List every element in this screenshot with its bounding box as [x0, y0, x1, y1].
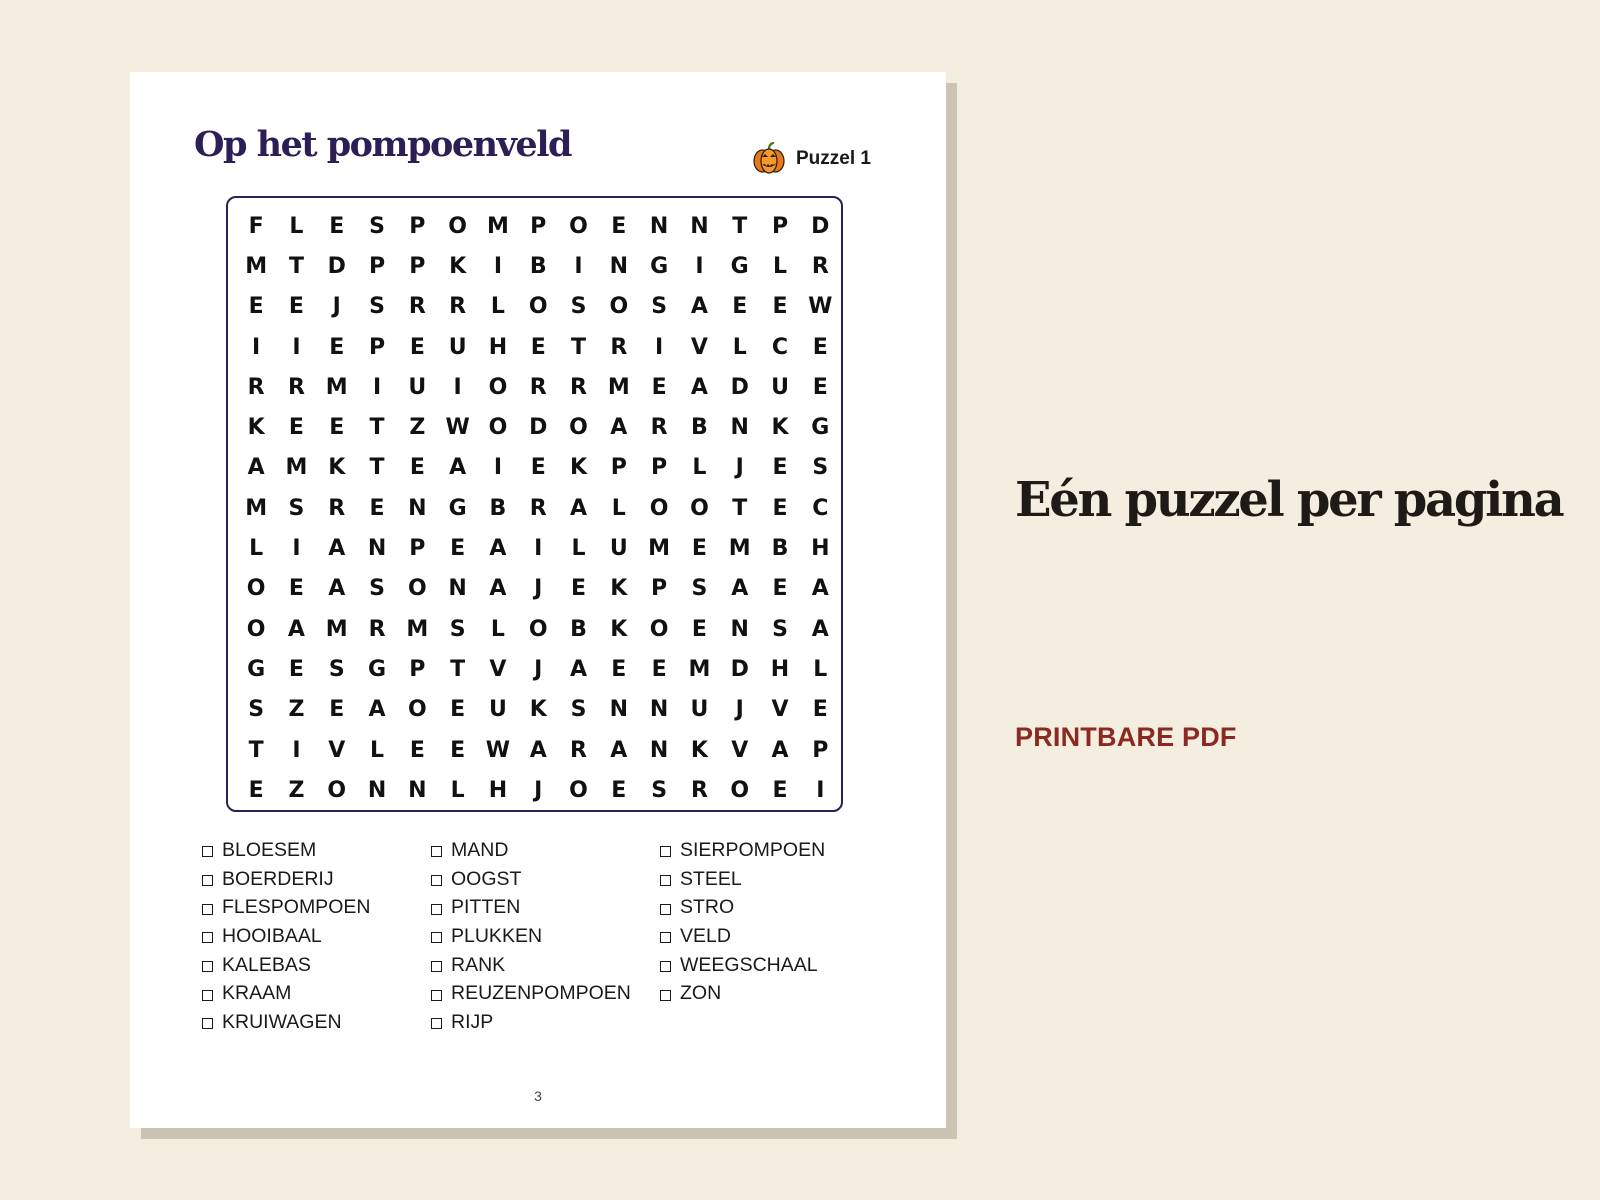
grid-letter: O: [246, 616, 266, 642]
grid-letter: A: [489, 536, 507, 562]
grid-letter: T: [571, 334, 587, 360]
grid-letter: E: [329, 415, 345, 441]
grid-letter: O: [246, 576, 266, 602]
grid-letter: E: [812, 697, 828, 723]
word-column: [431, 836, 660, 1037]
grid-letter: O: [569, 213, 588, 239]
grid-letter: E: [450, 536, 466, 562]
grid-letter: E: [772, 294, 788, 320]
grid-letter: B: [489, 495, 507, 521]
grid-letter: Z: [288, 777, 305, 803]
word-item: [660, 865, 889, 894]
word-label: KRUIWAGEN: [222, 1010, 342, 1033]
word-label: STRO: [680, 896, 735, 919]
grid-letter: E: [530, 455, 546, 481]
word-item: [431, 979, 660, 1008]
puzzle-page: [130, 72, 946, 1128]
grid-letter: H: [770, 656, 790, 682]
grid-letter: E: [248, 294, 264, 320]
grid-letter: I: [816, 777, 825, 803]
grid-letter: O: [649, 495, 669, 521]
checkbox-icon[interactable]: [431, 932, 442, 943]
grid-letter: G: [247, 656, 266, 682]
grid-letter: I: [493, 455, 503, 481]
word-item: [202, 951, 431, 980]
grid-letter: A: [529, 737, 547, 763]
grid-letter: J: [735, 455, 744, 481]
pumpkin-icon: [752, 142, 786, 176]
grid-letter: M: [325, 374, 348, 400]
grid-letter: V: [731, 737, 749, 763]
grid-letter: G: [650, 253, 669, 279]
checkbox-icon[interactable]: [202, 875, 213, 886]
word-label: STEEL: [680, 867, 742, 890]
grid-letter: S: [449, 616, 466, 642]
grid-letter: K: [449, 253, 467, 279]
grid-letter: S: [328, 656, 345, 682]
word-item: [202, 1008, 431, 1037]
grid-letter: E: [651, 656, 667, 682]
grid-letter: S: [812, 455, 829, 481]
grid-letter: G: [811, 415, 830, 441]
grid-letter: E: [772, 495, 788, 521]
grid-letter: O: [528, 294, 548, 320]
grid-letter: B: [691, 415, 708, 441]
grid-letter: N: [609, 253, 629, 279]
grid-letter: E: [651, 374, 667, 400]
grid-letter: A: [690, 374, 708, 400]
grid-letter: E: [530, 334, 546, 360]
grid-letter: A: [811, 576, 829, 602]
grid-letter: L: [289, 213, 304, 239]
grid-letter: E: [812, 374, 828, 400]
grid-letter: K: [610, 616, 628, 642]
grid-letter: N: [730, 616, 749, 642]
grid-letter: O: [730, 777, 750, 803]
grid-letter: P: [651, 576, 668, 602]
grid-letter: I: [252, 334, 261, 360]
grid-letter: P: [771, 213, 789, 239]
grid-letter: E: [450, 737, 466, 763]
grid-letter: N: [367, 536, 387, 562]
grid-letter: P: [368, 334, 386, 360]
grid-letter: I: [292, 536, 301, 562]
checkbox-icon[interactable]: [431, 846, 442, 857]
grid-letter: M: [607, 374, 630, 400]
grid-letter: L: [772, 253, 788, 279]
grid-letter: O: [649, 616, 669, 642]
word-item: [660, 979, 889, 1008]
grid-letter: B: [570, 616, 587, 642]
grid-letter: I: [695, 253, 704, 279]
grid-letter: R: [690, 777, 708, 803]
grid-letter: T: [288, 253, 304, 279]
grid-letter: D: [730, 374, 749, 400]
grid-letter: P: [812, 737, 829, 763]
grid-letter: I: [292, 737, 301, 763]
grid-letter: N: [367, 777, 387, 803]
grid-letter: N: [609, 697, 629, 723]
grid-letter: E: [772, 777, 788, 803]
grid-letter: S: [651, 777, 668, 803]
grid-letter: A: [449, 455, 467, 481]
grid-letter: C: [812, 495, 829, 521]
grid-letter: R: [408, 294, 426, 320]
grid-letter: K: [328, 455, 346, 481]
grid-letter: I: [292, 334, 301, 360]
grid-letter: E: [248, 777, 264, 803]
checkbox-icon[interactable]: [202, 990, 213, 1001]
grid-letter: J: [534, 777, 543, 803]
grid-letter: E: [772, 455, 788, 481]
grid-letter: S: [772, 616, 788, 642]
grid-letter: A: [570, 495, 588, 521]
grid-letter: K: [771, 415, 789, 441]
grid-letter: A: [731, 576, 749, 602]
grid-letter: V: [690, 334, 708, 360]
word-item: [202, 865, 431, 894]
grid-letter: R: [287, 374, 305, 400]
grid-letter: E: [450, 697, 466, 723]
grid-letter: T: [248, 737, 264, 763]
word-item: [202, 893, 431, 922]
grid-letter: R: [529, 495, 547, 521]
grid-letter: T: [369, 415, 385, 441]
grid-letter: E: [611, 213, 627, 239]
grid-letter: E: [329, 213, 345, 239]
word-item: [431, 922, 660, 951]
grid-letter: M: [285, 455, 308, 481]
grid-letter: D: [327, 253, 346, 279]
grid-letter: H: [811, 536, 830, 562]
grid-letter: J: [735, 697, 744, 723]
grid-letter: R: [247, 374, 265, 400]
grid-letter: O: [407, 697, 427, 723]
word-label: RANK: [451, 953, 506, 976]
grid-letter: N: [649, 737, 669, 763]
word-item: [431, 865, 660, 894]
grid-letter: E: [288, 576, 304, 602]
word-column: [660, 836, 889, 1037]
grid-letter: L: [813, 656, 828, 682]
grid-letter: M: [245, 253, 268, 279]
grid-letter: L: [249, 536, 264, 562]
grid-letter: T: [732, 495, 748, 521]
word-label: OOGST: [451, 867, 522, 890]
grid-letter: U: [488, 697, 507, 723]
grid-letter: P: [409, 656, 426, 682]
grid-letter: N: [649, 697, 669, 723]
grid-letter: V: [771, 697, 789, 723]
grid-letter: Z: [288, 697, 305, 723]
puzzle-badge: [752, 142, 871, 176]
grid-letter: N: [649, 213, 669, 239]
grid-letter: M: [325, 616, 348, 642]
grid-letter: C: [771, 334, 789, 360]
grid-letter: U: [690, 697, 709, 723]
word-item: [202, 979, 431, 1008]
grid-letter: E: [691, 616, 707, 642]
grid-letter: W: [445, 415, 470, 441]
grid-letter: O: [448, 213, 467, 239]
promo-headline: Eén puzzel per pagina: [1015, 472, 1563, 528]
word-label: PITTEN: [451, 896, 521, 919]
checkbox-icon[interactable]: [202, 932, 213, 943]
grid-letter: L: [490, 616, 505, 642]
grid-letter: A: [328, 576, 346, 602]
grid-letter: I: [493, 253, 503, 279]
grid-letter: M: [648, 536, 671, 562]
grid-letter: J: [332, 294, 341, 320]
grid-letter: S: [651, 294, 668, 320]
word-label: HOOIBAAL: [222, 924, 322, 947]
checkbox-icon[interactable]: [202, 846, 213, 857]
word-label: KRAAM: [222, 982, 292, 1005]
grid-letter: I: [574, 253, 583, 279]
grid-letter: P: [610, 455, 627, 481]
checkbox-icon[interactable]: [660, 990, 671, 1001]
grid-letter: J: [534, 656, 543, 682]
grid-letter: M: [486, 213, 509, 239]
checkbox-icon[interactable]: [431, 1018, 442, 1029]
word-label: ZON: [680, 982, 722, 1005]
grid-letter: O: [528, 616, 548, 642]
grid-letter: U: [771, 374, 789, 400]
grid-letter: R: [570, 737, 587, 763]
word-label: MAND: [451, 838, 509, 861]
grid-letter: K: [610, 576, 628, 602]
word-label: FLESPOMPOEN: [222, 896, 371, 919]
grid-letter: I: [534, 536, 543, 562]
grid-letter: K: [247, 415, 265, 441]
grid-letter: K: [690, 737, 708, 763]
checkbox-icon[interactable]: [660, 875, 671, 886]
grid-letter: G: [448, 495, 467, 521]
grid-letter: T: [450, 656, 466, 682]
grid-letter: O: [569, 415, 588, 441]
grid-letter: K: [569, 455, 588, 481]
checkbox-icon[interactable]: [202, 961, 213, 972]
grid-letter: V: [328, 737, 346, 763]
grid-letter: R: [650, 415, 668, 441]
grid-letter: P: [409, 213, 426, 239]
checkbox-icon[interactable]: [431, 990, 442, 1001]
word-item: [202, 922, 431, 951]
grid-letter: S: [288, 495, 305, 521]
word-column: [202, 836, 431, 1037]
grid-letter: R: [811, 253, 829, 279]
grid-letter: A: [368, 697, 386, 723]
word-label: BLOESEM: [222, 838, 317, 861]
grid-letter: T: [369, 455, 385, 481]
grid-letter: E: [288, 294, 304, 320]
puzzle-number-label: Puzzel 1: [796, 148, 871, 169]
checkbox-icon[interactable]: [660, 846, 671, 857]
grid-letter: G: [368, 656, 387, 682]
grid-letter: R: [449, 294, 467, 320]
word-item: [660, 922, 889, 951]
grid-letter: E: [288, 656, 304, 682]
grid-letter: U: [609, 536, 628, 562]
checkbox-icon[interactable]: [660, 904, 671, 915]
grid-letter: A: [570, 656, 588, 682]
word-item: [431, 893, 660, 922]
grid-letter: V: [489, 656, 507, 682]
grid-letter: A: [489, 576, 507, 602]
grid-letter: W: [808, 294, 833, 320]
checkbox-icon[interactable]: [431, 875, 442, 886]
grid-letter: R: [328, 495, 346, 521]
promo-subline: PRINTBARE PDF: [1015, 722, 1237, 752]
grid-letter: K: [529, 697, 547, 723]
grid-letter: L: [611, 495, 626, 521]
word-item: [431, 1008, 660, 1037]
grid-letter: A: [771, 737, 789, 763]
grid-letter: A: [690, 294, 708, 320]
checkbox-icon[interactable]: [431, 961, 442, 972]
grid-letter: F: [248, 213, 264, 239]
letter-grid-frame: [226, 196, 843, 812]
grid-letter: O: [569, 777, 588, 803]
grid-letter: U: [448, 334, 467, 360]
grid-letter: S: [369, 213, 385, 239]
grid-letter: O: [488, 415, 508, 441]
grid-letter: S: [369, 576, 385, 602]
grid-letter: N: [690, 213, 709, 239]
word-item: [660, 893, 889, 922]
grid-letter: D: [811, 213, 830, 239]
grid-letter: L: [370, 737, 385, 763]
grid-letter: W: [485, 737, 511, 763]
word-label: KALEBAS: [222, 953, 311, 976]
grid-letter: A: [287, 616, 305, 642]
grid-letter: N: [730, 415, 749, 441]
grid-letter: I: [372, 374, 382, 400]
word-label: RIJP: [451, 1010, 494, 1033]
grid-letter: H: [488, 777, 508, 803]
grid-letter: R: [570, 374, 587, 400]
grid-letter: S: [570, 697, 587, 723]
grid-letter: E: [772, 576, 788, 602]
grid-letter: E: [611, 656, 627, 682]
grid-letter: E: [369, 495, 385, 521]
grid-letter: L: [571, 536, 586, 562]
grid-letter: E: [732, 294, 748, 320]
puzzle-title: Op het pompoenveld: [194, 124, 571, 165]
grid-letter: O: [488, 374, 508, 400]
grid-letter: J: [534, 576, 543, 602]
word-label: VELD: [680, 924, 731, 947]
grid-letter: S: [570, 294, 587, 320]
letter-grid: [236, 206, 840, 810]
grid-letter: E: [409, 334, 425, 360]
grid-letter: H: [488, 334, 508, 360]
grid-letter: P: [409, 536, 426, 562]
word-item: [431, 951, 660, 980]
word-label: REUZENPOMPOEN: [451, 982, 631, 1005]
word-label: BOERDERIJ: [222, 867, 334, 890]
grid-letter: O: [327, 777, 347, 803]
grid-letter: L: [490, 294, 505, 320]
grid-letter: A: [610, 415, 628, 441]
grid-letter: P: [530, 213, 547, 239]
grid-letter: D: [529, 415, 548, 441]
grid-letter: M: [406, 616, 429, 642]
grid-letter: P: [368, 253, 386, 279]
grid-letter: G: [730, 253, 749, 279]
grid-letter: E: [691, 536, 707, 562]
word-label: SIERPOMPOEN: [680, 838, 826, 861]
grid-letter: B: [529, 253, 547, 279]
checkbox-icon[interactable]: [660, 932, 671, 943]
grid-letter: B: [771, 536, 789, 562]
grid-letter: N: [408, 777, 427, 803]
grid-letter: E: [611, 777, 627, 803]
grid-letter: E: [409, 737, 425, 763]
grid-letter: A: [247, 455, 265, 481]
word-item: [660, 836, 889, 865]
grid-letter: N: [448, 576, 467, 602]
grid-letter: R: [529, 374, 547, 400]
grid-letter: E: [812, 334, 828, 360]
grid-letter: A: [811, 616, 829, 642]
grid-letter: S: [691, 576, 708, 602]
grid-letter: M: [245, 495, 268, 521]
grid-letter: R: [610, 334, 628, 360]
word-item: [202, 836, 431, 865]
grid-letter: O: [407, 576, 427, 602]
grid-letter: T: [732, 213, 748, 239]
grid-letter: A: [328, 536, 346, 562]
grid-letter: O: [690, 495, 709, 521]
word-item: [660, 951, 889, 980]
grid-letter: E: [571, 576, 587, 602]
page-number: 3: [534, 1088, 542, 1104]
grid-letter: L: [450, 777, 465, 803]
grid-letter: A: [610, 737, 628, 763]
checkbox-icon[interactable]: [202, 1018, 213, 1029]
grid-letter: O: [609, 294, 629, 320]
grid-letter: M: [728, 536, 751, 562]
grid-letter: P: [651, 455, 668, 481]
grid-letter: R: [368, 616, 386, 642]
grid-letter: L: [692, 455, 707, 481]
grid-letter: S: [369, 294, 385, 320]
grid-letter: S: [248, 697, 265, 723]
checkbox-icon[interactable]: [660, 961, 671, 972]
grid-letter: Z: [409, 415, 426, 441]
grid-letter: P: [409, 253, 426, 279]
grid-letter: E: [288, 415, 304, 441]
checkbox-icon[interactable]: [202, 904, 213, 915]
grid-letter: E: [329, 697, 345, 723]
word-label: PLUKKEN: [451, 924, 543, 947]
word-list: [202, 836, 902, 1037]
grid-letter: N: [408, 495, 427, 521]
grid-letter: U: [408, 374, 427, 400]
grid-letter: I: [655, 334, 664, 360]
checkbox-icon[interactable]: [431, 904, 442, 915]
grid-letter: E: [329, 334, 345, 360]
word-item: [431, 836, 660, 865]
grid-letter: M: [688, 656, 711, 682]
word-label: WEEGSCHAAL: [680, 953, 818, 976]
grid-letter: D: [730, 656, 749, 682]
grid-letter: I: [453, 374, 462, 400]
grid-letter: E: [409, 455, 425, 481]
grid-letter: L: [732, 334, 747, 360]
